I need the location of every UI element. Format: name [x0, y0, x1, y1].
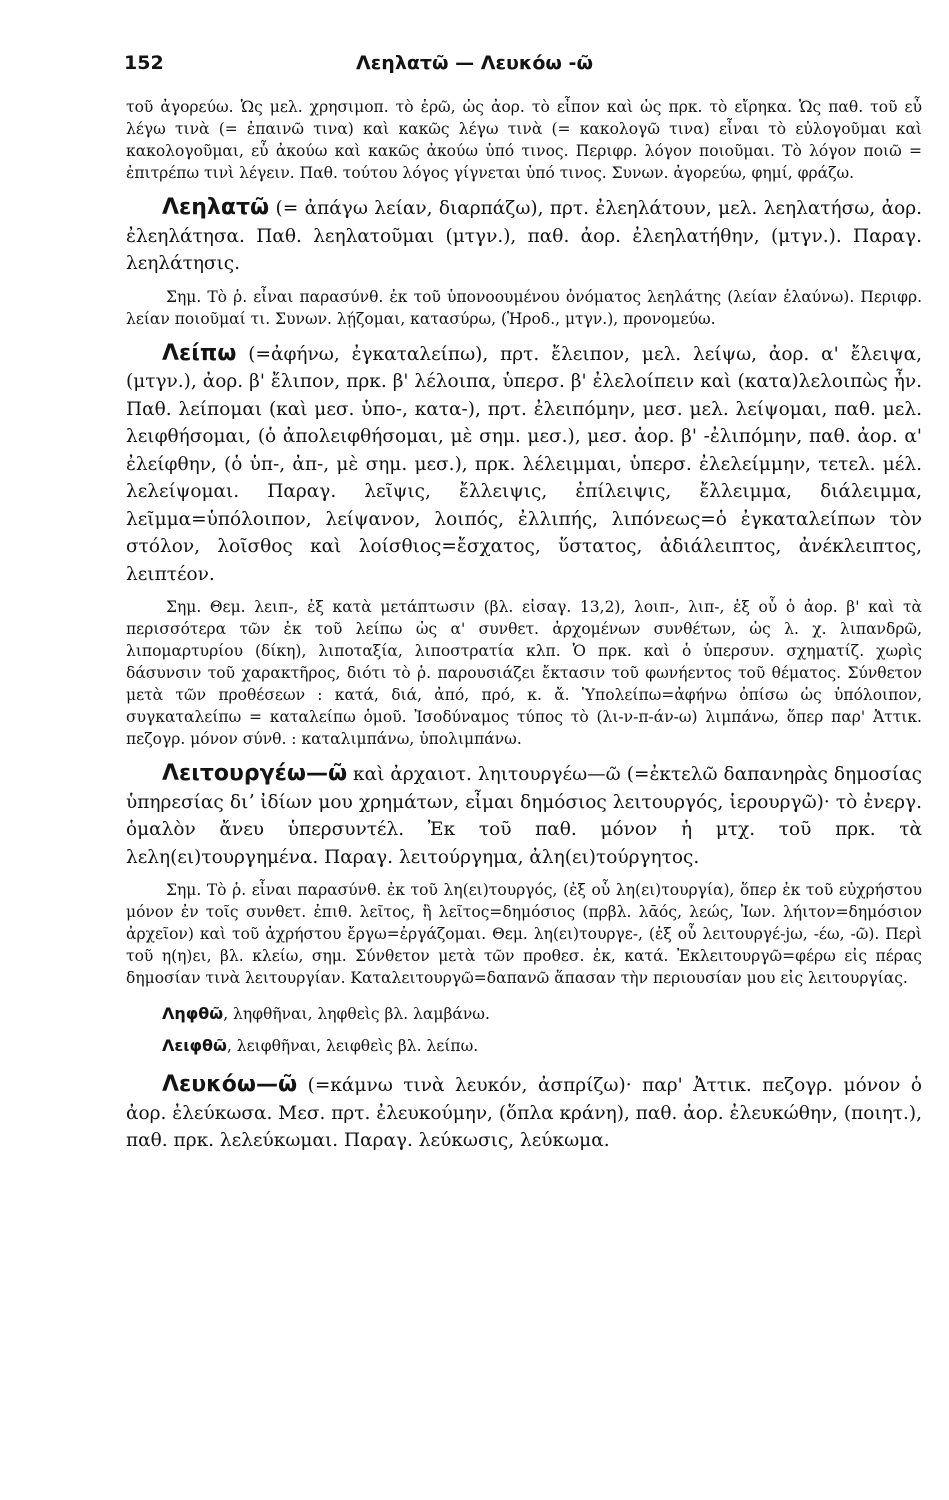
entry-headword: Ληφθῶ — [162, 1004, 224, 1023]
entry-continuation — [126, 96, 922, 184]
page-number: 152 — [124, 52, 164, 74]
entries-column — [126, 96, 922, 1155]
entry-text: , λειφθῆναι, λειφθεὶς βλ. λείπω. — [226, 1037, 479, 1055]
entry-text: (=κάμνω τινὰ λευκόν, ἀσπρίζω)· παρ' Ἀττικ. πεζογρ. μόνον ὁ ἀορ. ἐλεύκωσα. Μεσ. πρτ. ἐλευκούμην, (ὅπλα κράνη), παθ. ἀορ. ἐλευκώθην, (ποιητ.), παθ. πρκ. λελεύκωμαι. Παραγ. λεύκωσις, λεύκωμα. — [126, 1075, 922, 1151]
dictionary-entry — [126, 194, 922, 278]
dictionary-entry — [126, 1035, 922, 1057]
entry-text: Σημ. Θεμ. λειπ-, ἐξ κατὰ μετάπτωσιν (βλ. εἰσαγ. 13,2), λοιπ-, λιπ-, ἐξ οὗ ὁ ἀορ. β' καὶ τὰ περισσότερα τῶν ἐκ τοῦ λείπω ὡς α' συνθετ. ἀρχομένων συνθέτων, ὡς λ. χ. λιπανδρῶ, λιπομαρτυρίου (δίκη), λιποταξία, λιποστρατία κλπ. Ὁ πρκ. καὶ ὁ ὑπερσυν. σχηματίζ. χωρὶς δάσυνσιν τοῦ χαρακτῆρος, διότι τὸ ῥ. παρουσιάζει ἔκτασιν τοῦ φωνήεντος τοῦ θέματος. Σύνθετον μετὰ τῶν προθέσεων : κατά, διά, ἀπό, πρό, κ. ἄ. Ὑπολείπω=ἀφήνω ὀπίσω ὡς ὑπόλοιπον, συγκαταλείπω = καταλείπω ὁμοῦ. Ἰσοδύναμος τύπος τὸ (λι-ν-π-άν-ω) λιμπάνω, ὅπερ παρ' Ἀττικ. πεζογρ. μόνον σύνθ. : καταλιμπάνω, ὑπολιμπάνω. — [126, 598, 922, 748]
entry-headword: Λευκόω—ῶ — [162, 1072, 298, 1097]
entry-note — [126, 286, 922, 330]
entry-note — [126, 879, 922, 989]
entry-text: , ληφθῆναι, ληφθεὶς βλ. λαμβάνω. — [223, 1005, 490, 1023]
entry-text: καὶ ἀρχαιοτ. ληιτουργέω—ῶ (=ἐκτελῶ δαπανηρὰς δημοσίας ὑπηρεσίας διʼ ἰδίων μου χρημάτων, εἶμαι δημόσιος λειτουργός, ἱερουργῶ)· τὸ ἐνεργ. ὁμαλὸν ἄνευ ὑπερσυντέλ. Ἐκ τοῦ παθ. μόνον ἡ μτχ. τοῦ πρκ. τὰ λελη(ει)τουργημένα. Παραγ. λειτούργημα, ἀλη(ει)τούργητος. — [126, 764, 922, 868]
entry-text: (=ἀφήνω, ἐγκαταλείπω), πρτ. ἔλειπον, μελ. λείψω, ἀορ. α' ἔλειψα, (μτγν.), ἀορ. β' ἔλιπον, πρκ. β' λέλοιπα, ὑπερσ. β' ἐλελοίπειν καὶ (κατα)λελοιπὼς ἦν. Παθ. λείπομαι (καὶ μεσ. ὑπο-, κατα-), πρτ. ἐλειπόμην, μεσ. μελ. λείψομαι, παθ. μελ. λειφθήσομαι, (ὁ ἀπολειφθήσομαι, μὲ σημ. μεσ.), μεσ. ἀορ. β' -ἐλιπόμην, παθ. ἀορ. α' ἐλείφθην, (ὁ ὑπ-, ἀπ-, μὲ σημ. μεσ.), πρκ. λέλειμμαι, ὑπερσ. ἐλελείμμην, τετελ. μέλ. λελείψομαι. Παραγ. λεῖψις, ἔλλειψις, ἐπίλειψις, ἔλλειμμα, διάλειμμα, λεῖμμα=ὑπόλοιπον, λείψανον, λοιπός, ἐλλιπής, λιπόνεως=ὁ ἐγκαταλείπων τὸν στόλον, λοῖσθος καὶ λοίσθιος=ἔσχατος, ὕστατος, ἀδιάλειπτος, ἀνέκλειπτος, λειπτέον. — [126, 343, 922, 585]
entry-text: τοῦ ἀγορεύω. Ὡς μελ. χρησιμοπ. τὸ ἐρῶ, ὡς ἀορ. τὸ εἶπον καὶ ὡς πρκ. τὸ εἴρηκα. Ὡς παθ. τοῦ εὖ λέγω τινὰ (= ἐπαινῶ τινα) καὶ κακῶς λέγω τινὰ (= κακολογῶ τινα) εἶναι τὸ εὐλογοῦμαι καὶ κακολογοῦμαι, εὖ ἀκούω καὶ κακῶς ἀκούω ὑπό τινος. Περιφρ. λόγον ποιοῦμαι. Τὸ λόγον ποιῶ = ἐπιτρέπω τινὶ λέγειν. Παθ. τούτου λόγος γίγνεται ὑπό τινος. Συνων. ἀγορεύω, φημί, φράζω. — [126, 98, 922, 182]
dictionary-entry — [126, 760, 922, 871]
dictionary-entry — [126, 1071, 922, 1155]
entry-text: Σημ. Τὸ ῥ. εἶναι παρασύνθ. ἐκ τοῦ ὑπονοουμένου ὀνόματος λεηλάτης (λείαν ἐλαύνω). Περιφρ. λείαν ποιοῦμαί τι. Συνων. λῄζομαι, κατασύρω, (Ἡροδ., μτγν.), προνομεύω. — [126, 287, 922, 328]
dictionary-entry — [126, 340, 922, 589]
entry-headword: Λειφθῶ — [162, 1036, 227, 1055]
entry-text: Σημ. Τὸ ῥ. εἶναι παρασύνθ. ἐκ τοῦ λη(ει)τουργός, (ἐξ οὗ λη(ει)τουργία), ὅπερ ἐκ τοῦ εὐχρήστου μόνον ἐν τοῖς συνθετ. ἐπιθ. λεῖτος, ἢ λεῖτος=δημόσιος (πρβλ. λᾱός, λεώς, Ἰων. λήιτον=δημόσιον ἀρχεῖον) καὶ τοῦ ἀχρήστου ἔργω=ἐργάζομαι. Θεμ. λη(ει)τουργε-, (ἐξ οὗ λειτουργέ-jω, -έω, -ῶ). Περὶ τοῦ η(η)ει, βλ. κλείω, σημ. Σύνθετον μετὰ τῶν προθεσ. ἐκ, κατά. Ἐκλειτουργῶ=φέρω εἰς πέρας δημοσίαν τινὰ λειτουργίαν. Καταλειτουργῶ=δαπανῶ ἅπασαν τὴν περιουσίαν μου εἰς λειτουργίας. — [126, 881, 922, 987]
entry-note — [126, 596, 922, 750]
page-header — [0, 52, 949, 84]
entry-text: (= ἀπάγω λείαν, διαρπάζω), πρτ. ἐλεηλάτουν, μελ. λεηλατήσω, ἀορ. ἐλεηλάτησα. Παθ. λεηλατοῦμαι (μτγν.), παθ. ἀορ. ἐλεηλατήθην, (μτγν.). Παραγ. λεηλάτησις. — [126, 198, 922, 274]
running-head: Λεηλατῶ — Λευκόω -ῶ — [356, 52, 593, 74]
entry-headword: Λεηλατῶ — [162, 195, 270, 220]
dictionary-entry — [126, 1003, 922, 1025]
entry-headword: Λείπω — [162, 340, 237, 366]
entry-headword: Λειτουργέω—ῶ — [162, 761, 348, 786]
